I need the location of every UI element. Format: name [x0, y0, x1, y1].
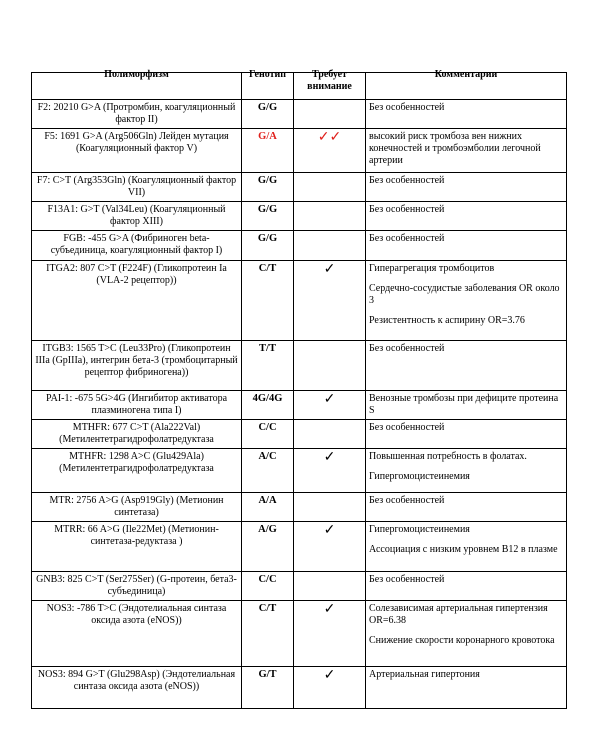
polymorphism-cell: PAI-1: -675 5G>4G (Ингибитор активатора плазминогена типа I) — [32, 391, 242, 420]
comment-line: Гипергомоцистеинемия — [369, 524, 470, 535]
header-polymorphism: Полиморфизм — [32, 73, 242, 100]
genotype-cell: G/G — [242, 100, 294, 129]
attention-checkmark-icon — [294, 202, 366, 231]
polymorphism-cell: F7: C>T (Arg353Gln) (Коагуляционный фактор VII) — [32, 173, 242, 202]
polymorphism-cell: MTR: 2756 A>G (Asp919Gly) (Метионин синтетаза) — [32, 493, 242, 522]
attention-checkmark-icon: ✓ — [294, 391, 366, 420]
comment-line: Без особенностей — [369, 343, 445, 354]
comments-cell — [366, 100, 567, 129]
genotype-cell: G/G — [242, 173, 294, 202]
comments-cell — [366, 667, 567, 709]
table-row — [32, 391, 567, 420]
table-row — [32, 572, 567, 601]
genotype-cell: 4G/4G — [242, 391, 294, 420]
attention-checkmark-icon: ✓✓ — [294, 129, 366, 173]
comments-cell — [366, 449, 567, 493]
attention-checkmark-icon — [294, 100, 366, 129]
genotype-cell: A/G — [242, 522, 294, 572]
table-row — [32, 129, 567, 173]
table-row — [32, 667, 567, 709]
header-attention: Требует внимание — [294, 73, 366, 100]
comment-line: Снижение скорости коронарного кровотока — [369, 635, 555, 646]
comment-line: Венозные тромбозы при дефиците протеина S — [369, 393, 559, 416]
comment-line: Без особенностей — [369, 102, 445, 113]
table-row — [32, 493, 567, 522]
polymorphism-cell: MTRR: 66 A>G (Ile22Met) (Метионин-синтетаза-редуктаза ) — [32, 522, 242, 572]
genotype-cell: G/T — [242, 667, 294, 709]
genotype-cell: A/C — [242, 449, 294, 493]
comments-cell — [366, 522, 567, 572]
attention-checkmark-icon — [294, 341, 366, 391]
comment-line: Сердечно-сосудистые заболевания OR около 3 — [369, 283, 560, 306]
comments-cell — [366, 129, 567, 173]
genotype-table — [31, 69, 567, 709]
polymorphism-cell: FGB: -455 G>A (Фибриноген beta-субъединица, коагуляционный фактор I) — [32, 231, 242, 261]
polymorphism-cell: GNB3: 825 C>T (Ser275Ser) (G-протеин, бета3-субъединица) — [32, 572, 242, 601]
attention-checkmark-icon — [294, 493, 366, 522]
table-row — [32, 261, 567, 341]
attention-checkmark-icon — [294, 231, 366, 261]
comments-cell — [366, 391, 567, 420]
header-genotype: Генотип — [242, 73, 294, 100]
genotype-cell: C/C — [242, 420, 294, 449]
comment-line: Повышенная потребность в фолатах. — [369, 451, 527, 462]
comment-line: Артериальная гипертония — [369, 669, 480, 680]
table-row — [32, 449, 567, 493]
attention-checkmark-icon — [294, 173, 366, 202]
polymorphism-cell: ITGA2: 807 C>T (F224F) (Гликопротеин Ia (VLA-2 рецептор)) — [32, 261, 242, 341]
genotype-cell: G/G — [242, 202, 294, 231]
comment-line: Ассоциация с низким уровнем B12 в плазме — [369, 544, 558, 555]
table-row — [32, 202, 567, 231]
polymorphism-cell: MTHFR: 677 C>T (Ala222Val) (Метилентетрагидрофолатредуктаза — [32, 420, 242, 449]
polymorphism-cell: ITGB3: 1565 T>C (Leu33Pro) (Гликопротеин IIIa (GpIIIa), интегрин бета-3 (тромбоцитарный рецептор фибриногена)) — [32, 341, 242, 391]
genotype-cell: G/A — [242, 129, 294, 173]
comment-line: Без особенностей — [369, 422, 445, 433]
genotype-cell: G/G — [242, 231, 294, 261]
comment-line: Резистентность к аспирину OR=3.76 — [369, 315, 525, 326]
header-comments: Комментарии — [366, 73, 567, 100]
comments-cell — [366, 341, 567, 391]
genotype-cell: T/T — [242, 341, 294, 391]
comment-line: высокий риск тромбоза вен нижних конечностей и тромбоэмболии легочной артерии — [369, 131, 541, 166]
comment-line: Без особенностей — [369, 574, 445, 585]
table-row — [32, 601, 567, 667]
comment-line: Без особенностей — [369, 233, 445, 244]
table-row — [32, 231, 567, 261]
comments-cell — [366, 420, 567, 449]
polymorphism-cell: MTHFR: 1298 A>C (Glu429Ala) (Метилентетрагидрофолатредуктаза — [32, 449, 242, 493]
comments-cell — [366, 202, 567, 231]
genotype-cell: C/C — [242, 572, 294, 601]
table-row — [32, 522, 567, 572]
table-row — [32, 173, 567, 202]
comments-cell — [366, 572, 567, 601]
comment-line: Солезависимая артериальная гипертензия OR=6.38 — [369, 603, 548, 626]
polymorphism-cell: F5: 1691 G>A (Arg506Gln) Лейден мутация (Коагуляционный фактор V) — [32, 129, 242, 173]
polymorphism-cell: F2: 20210 G>A (Протромбин, коагуляционный фактор II) — [32, 100, 242, 129]
attention-checkmark-icon: ✓ — [294, 449, 366, 493]
comment-line: Без особенностей — [369, 175, 445, 186]
comments-cell — [366, 261, 567, 341]
genotype-cell: A/A — [242, 493, 294, 522]
polymorphism-cell: NOS3: -786 T>C (Эндотелиальная синтаза оксида азота (eNOS)) — [32, 601, 242, 667]
attention-checkmark-icon: ✓ — [294, 601, 366, 667]
comments-cell — [366, 173, 567, 202]
table-row — [32, 100, 567, 129]
comment-line: Без особенностей — [369, 495, 445, 506]
comments-cell — [366, 601, 567, 667]
genotype-cell: C/T — [242, 261, 294, 341]
table-row — [32, 420, 567, 449]
table-body — [32, 100, 567, 709]
attention-checkmark-icon — [294, 572, 366, 601]
comment-line: Гипергомоцистеинемия — [369, 471, 470, 482]
comments-cell — [366, 231, 567, 261]
attention-checkmark-icon: ✓ — [294, 522, 366, 572]
polymorphism-cell: F13A1: G>T (Val34Leu) (Коагуляционный фактор XIII) — [32, 202, 242, 231]
comments-cell — [366, 493, 567, 522]
genotype-cell: C/T — [242, 601, 294, 667]
comment-line: Без особенностей — [369, 204, 445, 215]
table-header-row — [32, 73, 567, 100]
table-row — [32, 341, 567, 391]
polymorphism-cell: NOS3: 894 G>T (Glu298Asp) (Эндотелиальная синтаза оксида азота (eNOS)) — [32, 667, 242, 709]
attention-checkmark-icon: ✓ — [294, 261, 366, 341]
attention-checkmark-icon — [294, 420, 366, 449]
attention-checkmark-icon: ✓ — [294, 667, 366, 709]
comment-line: Гиперагрегация тромбоцитов — [369, 263, 495, 274]
